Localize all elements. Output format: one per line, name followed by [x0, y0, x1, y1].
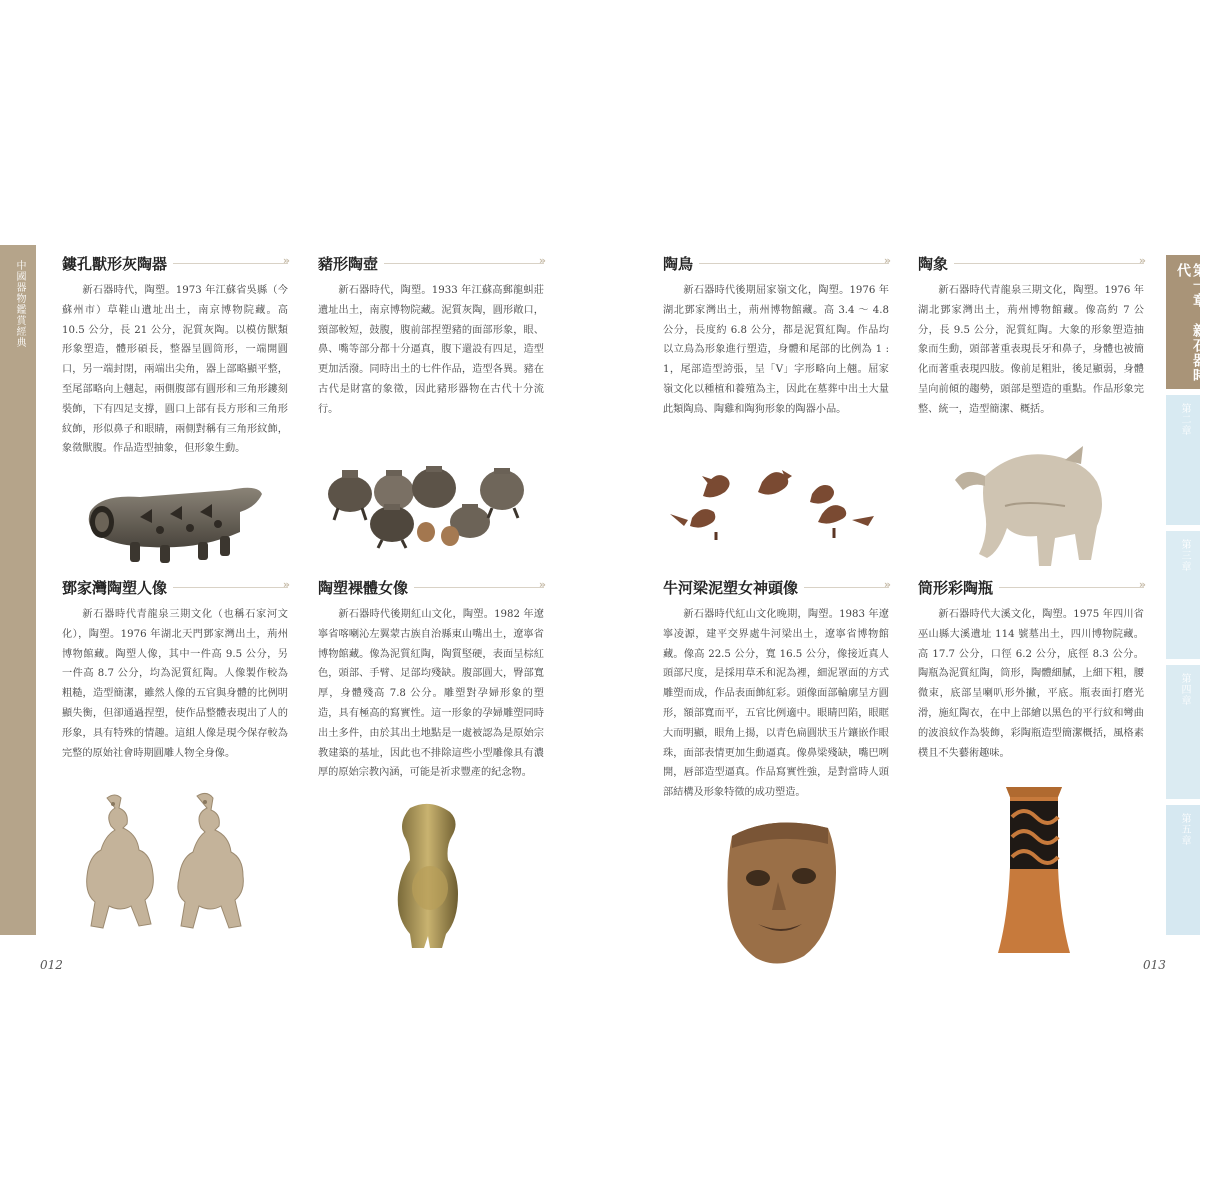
- chapter-tab-5[interactable]: [1166, 805, 1200, 935]
- pottery-birds-image: [662, 462, 888, 542]
- chapter-tab-label: 第五章: [1179, 813, 1190, 846]
- article-title: 牛河梁泥塑女神頭像: [663, 578, 799, 597]
- article-title: 筒形彩陶瓶: [918, 578, 994, 597]
- article-6: [318, 577, 544, 783]
- article-body: 新石器時代紅山文化晚期，陶塑。1983 年遼寧凌源，建平交界處牛河梁出土，遼寧省博物館藏。像高 22.5 公分，寬 16.5 公分，像接近真人頭部尺度，是採用草禾和泥為裡，細泥罩面的方式雕塑而成，作品表面飾紅彩。頭像面部輪廓呈方圓形，額部寬而平，五官比例適中。眼睛凹陷，眼眶大而明顯，眼角上揚，以青色扁圓狀玉片鑲嵌作眼珠，面部表情更加生動逼真。像鼻梁殘缺，嘴巴咧開，唇部造型逼真。作品寫實性強，是對當時人頭部結構及形象特徵的成功塑造。: [663, 609, 889, 799]
- pottery-elephant-image: [945, 446, 1115, 566]
- article-body: 新石器時代青龍泉三期文化（也稱石家河文化），陶塑。1976 年湖北天門鄧家灣出土，荊州博物館藏。陶塑人像，其中一件高 9.5 公分，另一件高 8.7 公分，均為泥質紅陶。人像製作較為粗糙，造型簡潔，雖然人像的五官與身體的比例明顯失衡，但卻通過捏塑，使作品整體表現出了人的形象，具有特殊的情趣。這組人像是現今保存較為完整的原始社會時期圓雕人物全身像。: [62, 609, 288, 759]
- painted-vase-image: [998, 787, 1070, 955]
- article-body: 新石器時代後期屈家嶺文化，陶塑。1976 年湖北鄧家灣出土，荊州博物館藏。高 3.4 ～ 4.8 公分，長度約 6.8 公分，都是泥質紅陶。作品均以立鳥為形象進行塑造，身體和尾部的比例為 1 : 1，尾部造型誇張，呈「V」字形略向上翹。屈家嶺文化以種植和養殖為主，因此在墓葬中出土大量此類陶鳥、陶雞和陶狗形象的陶器小品。: [663, 285, 889, 415]
- article-8: [918, 577, 1144, 763]
- chapter-tab-2[interactable]: [1166, 395, 1200, 525]
- page-number-left: 012: [40, 958, 63, 972]
- article-body: 新石器時代，陶塑。1933 年江蘇高郵龍虯莊遺址出土，南京博物院藏。泥質灰陶，圓形敞口，頸部較短，鼓腹，腹前部捏塑豬的面部形象，眼、鼻、嘴等部分都十分逼真，腹下還設有四足，造型更加活潑。同時出土的七件作品，造型各異。豬在古代是財富的象徵，因此豬形器物在古代十分流行。: [318, 285, 544, 415]
- left-spine-band: [0, 245, 36, 935]
- article-body: 新石器時代，陶塑。1973 年江蘇省吳縣（今蘇州市）草鞋山遺址出土，南京博物院藏。高 10.5 公分，長 21 公分，泥質灰陶。以模仿獸類形象塑造，體形碩長，整器呈圓筒形，一端開圓口，另一端封閉，兩端出尖角，器上部略顯平整，至尾部略向上翹起，兩側腹部有圓形和三角形鏤刻裝飾，下有四足支撐，圓口上部有長方形和三角形紋飾，形似鼻子和眼睛，兩側對稱有三角形紋飾，象徵獸腹。作品造型抽象，但形象生動。: [62, 285, 288, 455]
- article-title: 陶象: [918, 254, 949, 273]
- article-4: [918, 253, 1144, 420]
- article-title: 陶塑裸體女像: [318, 578, 409, 597]
- pottery-figurines-image: [85, 790, 255, 950]
- article-1: [62, 253, 288, 459]
- article-3: [663, 253, 889, 420]
- pig-pots-image: [322, 462, 532, 552]
- chapter-tab-3[interactable]: [1166, 531, 1200, 659]
- chapter-tab-label: 第一章：新石器時代: [1175, 263, 1207, 383]
- page-number-right: 013: [1143, 958, 1166, 972]
- article-body: 新石器時代大溪文化，陶塑。1975 年四川省巫山縣大溪遺址 114 號墓出土，四川博物院藏。高 17.7 公分，口徑 6.2 公分，底徑 8.3 公分。陶瓶為泥質紅陶，筒形，陶體細膩，上細下粗，腰微束，底部呈喇叭形外撇，平底。瓶表面打磨光滑，施紅陶衣，在中上部繪以黑色的平行紋和彎曲的波浪紋作為裝飾，彩陶瓶造型簡潔概括，風格素樸且不失藝術趣味。: [918, 609, 1144, 759]
- chapter-tab-label: 第三章: [1179, 539, 1190, 572]
- article-title: 鏤孔獸形灰陶器: [62, 254, 168, 273]
- article-body: 新石器時代青龍泉三期文化，陶塑。1976 年湖北鄧家灣出土，荊州博物館藏。像高約 7 公分，長 9.5 公分，泥質紅陶。大象的形象塑造抽象而生動，頭部著重表現長牙和鼻子，身體也被簡化而著重表現四肢。像前足粗壯，後足顯弱，身體呈向前傾的趨勢，頭部是塑造的重點。作品形象完整、統一，造型簡潔、概括。: [918, 285, 1144, 415]
- female-figure-image: [390, 800, 470, 950]
- article-5: [62, 577, 288, 763]
- article-2: [318, 253, 544, 420]
- chapter-tab-4[interactable]: [1166, 665, 1200, 799]
- goddess-head-image: [718, 816, 844, 966]
- article-7: [663, 577, 889, 803]
- chapter-tab-1[interactable]: [1166, 255, 1207, 389]
- beast-pottery-image: [80, 472, 265, 567]
- article-title: 鄧家灣陶塑人像: [62, 578, 168, 597]
- book-side-title: 中國器物鑑賞經典: [14, 260, 25, 348]
- chapter-tab-label: 第四章: [1179, 673, 1190, 706]
- article-body: 新石器時代後期紅山文化，陶塑。1982 年遼寧省喀喇沁左翼蒙古族自治縣東山嘴出土，遼寧省博物館藏。像為泥質紅陶，陶質堅硬，表面呈棕紅色，頭部、手臂、足部均殘缺。腹部圓大，臀部寬厚，身體殘高 7.8 公分。雕塑對孕婦形象的塑造，具有極高的寫實性。這一形象的孕婦雕塑同時出土多件，由於其出土地點是一處被認為是原始宗教建築的基址，因此也不排除這些小型雕像具有濃厚的原始宗教內涵，可能是祈求豐產的紀念物。: [318, 609, 544, 779]
- article-title: 豬形陶壺: [318, 254, 379, 273]
- article-title: 陶鳥: [663, 254, 694, 273]
- chapter-tab-label: 第二章: [1179, 403, 1190, 436]
